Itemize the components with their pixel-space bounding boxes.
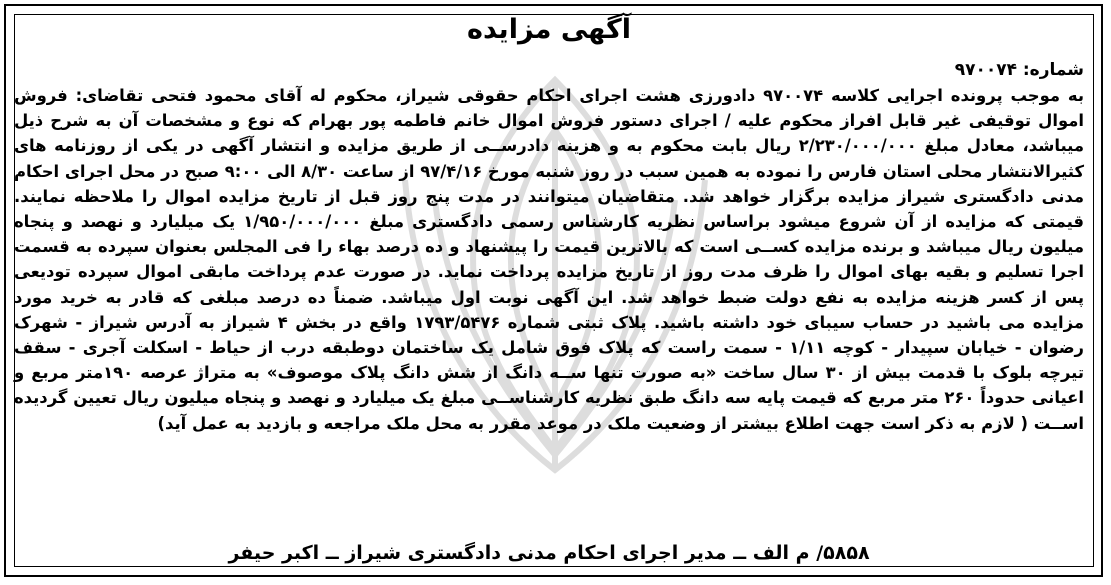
notice-page [14, 12, 1084, 436]
notice-footer-signature: ۵۸۵۸/ م الف ــ مدیر اجرای احکام مدنی دادگستری شیراز ــ اکبر حیفر [228, 542, 870, 564]
notice-body: به موجب پرونده اجرایی کلاسه ۹۷۰۰۷۴ دادورزی هشت اجرای احکام حقوقی شیراز، محکوم له آقای محمود فتحی تقاضای: فروش اموال توقیفی غیر قابل افراز محکوم علیه / اجرای دستور فروش اموال خانم فاطمه پور بهرام که نوع و مشخصات آن به شرح ذیل میباشد، معادل مبلغ ۲/۲۳۰/۰۰۰/۰۰۰ ریال بابت محکوم به و هزینه دادرســی از طریق مزایده و انتشار آگهی در یکی از روزنامه های کثیرالانتشار محلی استان فارس را نموده به همین سبب در روز شنبه مورخ ۹۷/۴/۱۶ از ساعت ۸/۳۰ الی ۹:۰۰ صبح در محل اجرای احکام مدنی دادگستری شیراز مزایده برگزار خواهد شد. متقاضیان میتوانند در مدت پنج روز قبل از تاریخ مزایده اموال را ملاحظه نمایند. قیمتی که مزایده از آن شروع میشود براساس نظریه کارشناس رسمی دادگستری مبلغ ۱/۹۵۰/۰۰۰/۰۰۰ یک میلیارد و نهصد و پنجاه میلیون ریال میباشد و برنده مزایده کســی است که بالاترین قیمت را پیشنهاد و ده درصد بهاء را فی المجلس بعنوان سپرده به قسمت اجرا تسلیم و بقیه بهای اموال را ظرف مدت روز از تاریخ مزایده پرداخت نماید. در صورت عدم پرداخت مابقی اموال سپرده تودیعی پس از کسر هزینه مزایده به نفع دولت ضبط خواهد شد. این آگهی نوبت اول میباشد. ضمناً ده درصد مبلغی که قادر به خرید مورد مزایده می باشید در حساب سیبای خود داشته باشید. پلاک ثبتی شماره ۱۷۹۳/۵۴۷۶ واقع در بخش ۴ شیراز به آدرس شیراز - شهرک رضوان - خیابان سپیدار - کوچه ۱/۱۱ - سمت راست که پلاک فوق شامل یک ساختمان دوطبقه درب از حیاط - اسکلت آجری - سقف تیرچه بلوک با قدمت بیش از ۳۰ سال ساخت «به صورت تنها ســه دانگ از شش دانگ پلاک موصوف» به متراژ عرصه ۱۹۰متر مربع و اعیانی حدوداً ۲۶۰ متر مربع که قیمت پایه سه دانگ طبق نظریه کارشناســی مبلغ یک میلیارد و نهصد و پنجاه میلیون ریال تعیین گردیده اســت ( لازم به ذکر است جهت اطلاع بیشتر از وضعیت ملک در موعد مقرر به محل ملک مراجعه و بازدید به عمل آید) [14, 86, 1085, 433]
notice-number: شماره: ۹۷۰۰۷۴ [954, 60, 1084, 80]
notice-title: آگهی مزایده [467, 14, 631, 45]
